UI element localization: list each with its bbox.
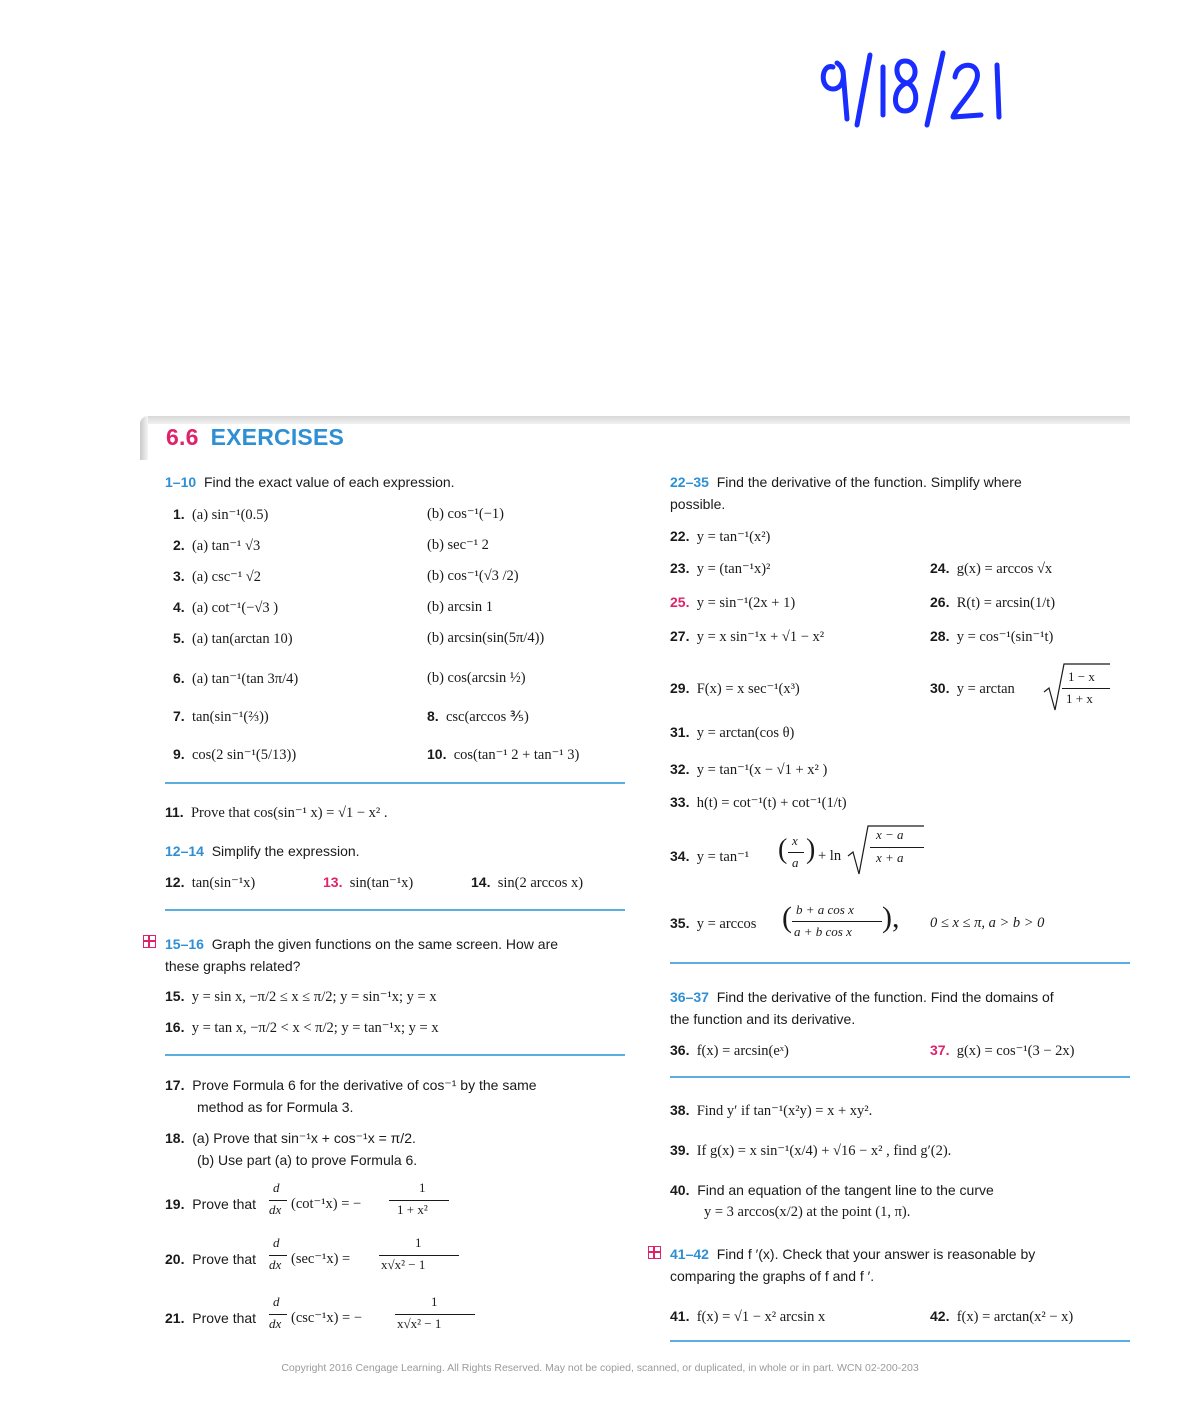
derivative-numerator: d [273,1180,280,1195]
header-corner [140,416,148,460]
exercise-17: 17. Prove Formula 6 for the derivative of cos⁻¹ by the same [165,1077,537,1093]
fraction-bar [788,852,804,853]
right-paren: ) [806,834,816,865]
exercise-29: 29. F(x) = x sec⁻¹(x³) [670,680,800,697]
derivative-numerator: d [273,1235,280,1250]
exercise-18a: 18. (a) Prove that sin⁻¹x + cos⁻¹x = π/2. [165,1130,416,1146]
exercise-40-cont: y = 3 arccos(x/2) at the point (1, π). [704,1204,911,1220]
exercise-35: 35. y = arccos [670,915,757,932]
exercise-group-header-1-10: 1–10 Find the exact value of each expression. [165,474,455,490]
exercise-21-expr: (csc⁻¹x) = − [291,1310,363,1326]
left-paren: ( [778,834,788,865]
graphing-calculator-icon [143,935,156,948]
derivative-numerator: d [273,1294,280,1309]
exercise-group-header-12-14: 12–14 Simplify the expression. [165,843,360,859]
handwritten-date [815,45,1015,130]
exercise-14: 14. sin(2 arccos x) [471,874,584,891]
exercise-2b: (b) sec⁻¹ 2 [427,537,489,553]
exercise-19-expr: (cot⁻¹x) = − [291,1196,362,1212]
divider [165,909,625,911]
exercise-8: 8. csc(arccos ⅗) [427,708,529,725]
exercise-4b: (b) arcsin 1 [427,599,494,615]
graphing-calculator-icon [648,1246,661,1259]
fraction-numerator: 1 [431,1294,438,1309]
fraction-denominator: x√x² − 1 [397,1316,442,1331]
exercise-9: 9. cos(2 sin⁻¹(5/13)) [173,746,297,763]
exercise-group-header-36-37: 36–37 Find the derivative of the function. Find the domains of [670,989,1054,1005]
exercise-23: 23. y = (tan⁻¹x)² [670,560,771,577]
exercise-13: 13. sin(tan⁻¹x) [323,874,414,891]
exercise-30: 30. y = arctan [930,680,1015,697]
fraction-bar [870,847,924,848]
fraction-numerator: x [792,833,798,848]
exercise-32: 32. y = tan⁻¹(x − √1 + x² ) [670,761,828,778]
exercise-20-expr: (sec⁻¹x) = [291,1251,351,1267]
fraction-numerator: x − a [876,827,904,842]
section-heading: EXERCISES [210,424,345,450]
exercise-4: 4. (a) cot⁻¹(−√3 ) [173,599,279,616]
radical-sign [1050,672,1054,673]
exercise-36: 36. f(x) = arcsin(eˣ) [670,1042,789,1059]
fraction-denominator: a + b cos x [794,924,852,939]
exercise-18b: (b) Use part (a) to prove Formula 6. [197,1152,418,1168]
fraction-numerator: 1 − x [1068,669,1095,684]
exercise-34: 34. y = tan⁻¹ [670,848,750,865]
left-paren: ( [782,901,792,934]
divider [670,1076,1130,1078]
fraction-numerator: b + a cos x [796,902,854,917]
exercise-22: 22. y = tan⁻¹(x²) [670,528,771,545]
exercise-35-domain: 0 ≤ x ≤ π, a > b > 0 [930,915,1045,931]
exercise-group-header-22-35-cont: possible. [670,496,726,512]
exercise-10: 10. cos(tan⁻¹ 2 + tan⁻¹ 3) [427,746,580,763]
exercise-33: 33. h(t) = cot⁻¹(t) + cot⁻¹(1/t) [670,794,847,811]
exercise-12: 12. tan(sin⁻¹x) [165,874,256,891]
exercise-group-header-15-16-cont: these graphs related? [165,958,301,974]
exercise-26: 26. R(t) = arcsin(1/t) [930,594,1056,611]
divider [165,782,625,784]
fraction-denominator: 1 + x² [397,1202,428,1217]
right-paren: ), [882,901,900,934]
fraction-numerator: 1 [415,1235,422,1250]
fraction-denominator: x√x² − 1 [381,1257,426,1272]
exercise-38: 38. Find y′ if tan⁻¹(x²y) = x + xy². [670,1102,873,1119]
exercise-20: 20. Prove that [165,1251,257,1267]
exercise-40: 40. Find an equation of the tangent line to the curve [670,1182,994,1198]
exercise-5: 5. (a) tan(arctan 10) [173,630,293,647]
exercise-37: 37. g(x) = cos⁻¹(3 − 2x) [930,1042,1075,1059]
section-title [166,424,344,451]
exercise-25: 25. y = sin⁻¹(2x + 1) [670,594,796,611]
exercise-3: 3. (a) csc⁻¹ √2 [173,568,262,585]
divider [165,1054,625,1056]
exercise-28: 28. y = cos⁻¹(sin⁻¹t) [930,628,1054,645]
exercise-1: 1. (a) sin⁻¹(0.5) [173,506,269,523]
exercise-41: 41. f(x) = √1 − x² arcsin x [670,1308,826,1325]
exercise-group-header-41-42-cont: comparing the graphs of f and f ′. [670,1268,875,1284]
exercise-19: 19. Prove that [165,1196,257,1212]
exercise-31: 31. y = arctan(cos θ) [670,724,795,741]
exercise-34-ln: + ln [818,848,842,864]
section-number: 6.6 [166,424,199,450]
exercise-group-header-41-42: 41–42 Find f ′(x). Check that your answer is reasonable by [670,1246,1036,1262]
derivative-denominator: dx [269,1257,282,1272]
header-stripe [140,416,1130,424]
exercise-group-header-36-37-cont: the function and its derivative. [670,1011,856,1027]
exercise-3b: (b) cos⁻¹(√3 /2) [427,568,519,584]
exercise-11: 11. Prove that cos(sin⁻¹ x) = √1 − x² . [165,804,388,821]
exercise-1b: (b) cos⁻¹(−1) [427,506,504,522]
exercise-7: 7. tan(sin⁻¹(⅔)) [173,708,269,725]
exercise-group-header-15-16: 15–16 Graph the given functions on the same screen. How are [165,936,559,952]
copyright-footer: Copyright 2016 Cengage Learning. All Rights Reserved. May not be copied, scanned, or duplicated, in whole or in part. WCN 02-200-203 [281,1362,919,1374]
exercise-39: 39. If g(x) = x sin⁻¹(x/4) + √16 − x² , find g′(2). [670,1142,952,1159]
derivative-denominator: dx [269,1202,282,1217]
exercise-42: 42. f(x) = arctan(x² − x) [930,1308,1074,1325]
fraction-denominator: x + a [876,850,904,865]
fraction-bar [1062,688,1110,689]
fraction-denominator: a [792,855,799,870]
exercise-27: 27. y = x sin⁻¹x + √1 − x² [670,628,825,645]
exercise-21: 21. Prove that [165,1310,257,1326]
fraction-numerator: 1 [419,1180,426,1195]
exercise-6: 6. (a) tan⁻¹(tan 3π/4) [173,670,299,687]
derivative-denominator: dx [269,1316,282,1331]
divider [670,962,1130,964]
exercise-5b: (b) arcsin(sin(5π/4)) [427,630,545,646]
exercise-17-cont: method as for Formula 3. [197,1099,354,1115]
exercise-16: 16. y = tan x, −π/2 < x < π/2; y = tan⁻¹x; y = x [165,1019,439,1036]
exercise-group-header-22-35: 22–35 Find the derivative of the function. Simplify where [670,474,1022,490]
exercise-6b: (b) cos(arcsin ½) [427,670,526,686]
divider [670,1340,1130,1342]
fraction-denominator: 1 + x [1066,691,1093,706]
fraction-bar [792,921,882,922]
exercise-24: 24. g(x) = arccos √x [930,560,1053,577]
exercise-2: 2. (a) tan⁻¹ √3 [173,537,261,554]
radical-sign [850,834,851,835]
exercise-15: 15. y = sin x, −π/2 ≤ x ≤ π/2; y = sin⁻¹x; y = x [165,988,437,1005]
